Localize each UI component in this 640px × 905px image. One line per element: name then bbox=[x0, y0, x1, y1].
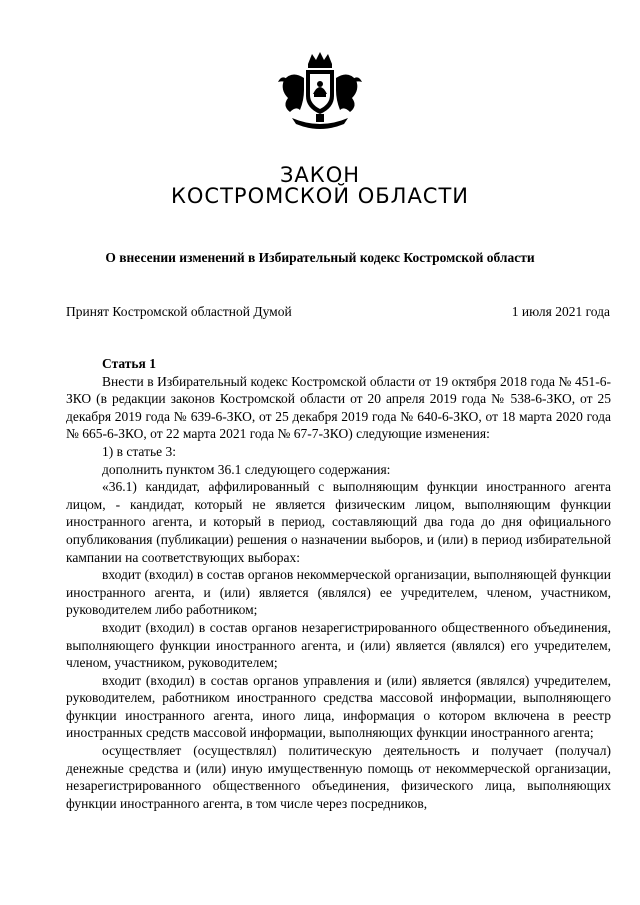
paragraph: Внести в Избирательный кодекс Костромской области от 19 октября 2018 года № 451-6-ЗКО (в редакции законов Костромской области от 20 апреля 2019 года № 538-6-ЗКО, от 25 декабря 2019 года № 639-6-ЗКО, от 25 декабря 2019 года № 640-6-ЗКО, от 18 марта 2020 года № 665-6-ЗКО, от 22 марта 2021 года № 67-7-ЗКО) следующие изменения: bbox=[66, 373, 611, 442]
article-heading: Статья 1 bbox=[102, 356, 156, 371]
law-title: ЗАКОН bbox=[279, 163, 361, 187]
paragraph: осуществляет (осуществлял) политическую деятельность и получает (получал) денежные средства и (или) иную имущественную помощь от некоммерческой организации, незарегистрированного общественного объединения, физического лица, выполняющих функции иностранного агента, в том числе через посредников, bbox=[66, 743, 611, 811]
adoption-date: 1 июля 2021 года bbox=[511, 304, 610, 319]
coat-of-arms-icon bbox=[270, 50, 370, 136]
law-subject: О внесении изменений в Избирательный кодекс Костромской области bbox=[105, 250, 535, 265]
paragraph: входит (входил) в состав органов незарегистрированного общественного объединения, выполняющего функции иностранного агента, и (или) является (являлся) его учредителем, членом, участником, руководителем; bbox=[66, 619, 611, 671]
article-body bbox=[66, 355, 611, 812]
paragraph: «36.1) кандидат, аффилированный с выполняющим функции иностранного агента лицом, - кандидат, который не является физическим лицом, выполняющим функции иностранного агента, и который в период, составляющий два года до дня официального опубликования (публикации) решения о назначении выборов, и (или) в период избирательной кампании на соответствующих выборах: bbox=[66, 479, 611, 565]
paragraph: дополнить пунктом 36.1 следующего содержания: bbox=[102, 461, 391, 477]
adopted-by: Принят Костромской областной Думой bbox=[66, 304, 292, 319]
region-title: КОСТРОМСКОЙ ОБЛАСТИ bbox=[170, 184, 470, 208]
paragraph: входит (входил) в состав органов некоммерческой организации, выполняющей функции иностранного агента, и (или) является (являлся) ее учредителем, членом, участником, руководителем либо работником; bbox=[66, 567, 611, 618]
paragraph: 1) в статье 3: bbox=[102, 443, 176, 459]
paragraph: входит (входил) в состав органов управления и (или) является (являлся) учредителем, руководителем, работником иностранного средства массовой информации, выполняющего функции иностранного агента, иного лица, информация о котором включена в реестр иностранных средств массовой информации, выполняющих функции иностранного агента; bbox=[66, 672, 611, 741]
